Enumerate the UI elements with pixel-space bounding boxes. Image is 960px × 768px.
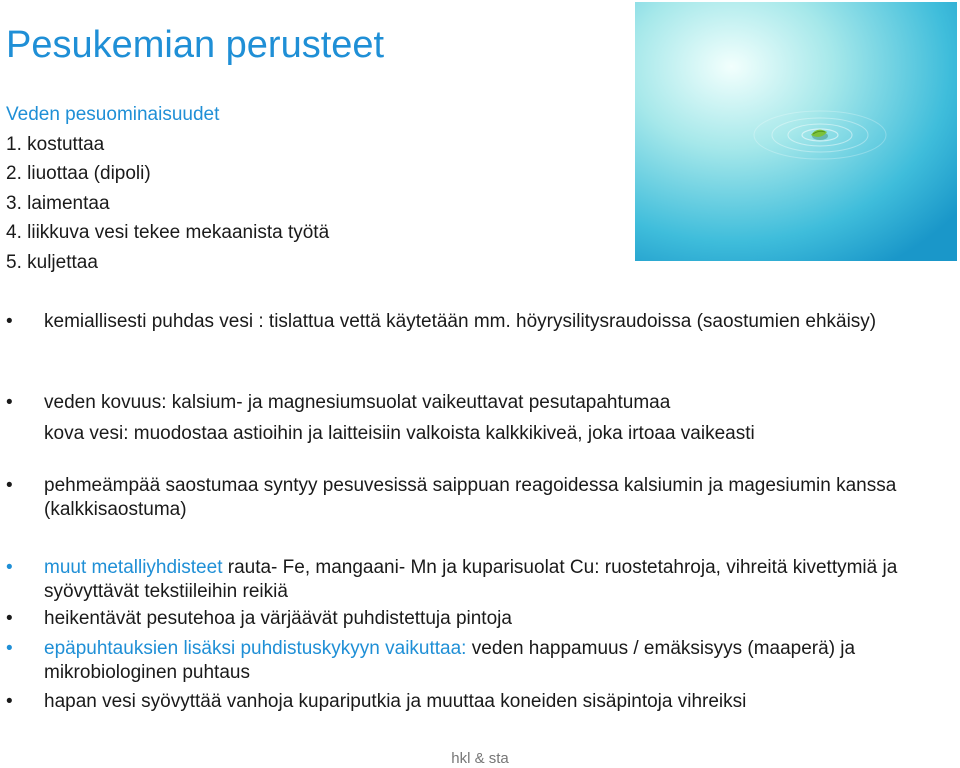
footer-text: hkl & sta (451, 750, 509, 767)
bullet-highlight: epäpuhtauksien lisäksi puhdistuskykyyn vaikuttaa: (44, 638, 467, 659)
water-ripple-photo (635, 2, 957, 261)
bullet-text: veden happamuus / emäksisyys (maaperä) ja mikrobiologinen puhtaus (44, 638, 856, 683)
intro-item: 3. laimentaa (6, 192, 110, 214)
bullet-highlight: muut metalliyhdisteet (44, 557, 223, 578)
intro-item: 4. liikkuva vesi tekee mekaanista työtä (6, 222, 330, 243)
bullet-item: kova vesi: muodostaa astioihin ja laitteisiin valkoista kalkkikiveä, joka irtoaa vaikeasti (44, 423, 755, 444)
water-ripple-leaf-icon (635, 2, 957, 261)
bullet-item (44, 556, 904, 604)
bullet-item (44, 637, 904, 685)
bullet-item: • heikentävät pesutehoa ja värjäävät puhdistettuja pintoja (44, 607, 904, 631)
intro-block (6, 100, 329, 277)
intro-heading: Veden pesuominaisuudet (6, 104, 220, 125)
bullet-item: • veden kovuus: kalsium- ja magnesiumsuolat vaikeuttavat pesutapahtumaa (44, 391, 904, 415)
slide-title: Pesukemian perusteet (6, 24, 385, 66)
bullet-text: rauta- Fe, mangaani- Mn ja kuparisuolat Cu: ruostetahroja, vihreitä kivettymiä ja syövyttävät tekstiileihin reikiä (44, 557, 898, 602)
bullet-item: • hapan vesi syövyttää vanhoja kupariputkia ja muuttaa koneiden sisäpintoja vihreiksi (44, 690, 904, 714)
intro-item: 5. kuljettaa (6, 251, 98, 273)
intro-item: 1. kostuttaa (6, 133, 105, 155)
bullet-item: • kemiallisesti puhdas vesi : tislattua vettä käytetään mm. höyrysilitysraudoissa (saostumien ehkäisy) (44, 310, 904, 334)
bullet-item: • pehmeämpää saostumaa syntyy pesuvesissä saippuan reagoidessa kalsiumin ja magesiumin kanssa (kalkkisaostuma) (44, 474, 904, 522)
intro-item: 2. liuottaa (dipoli) (6, 163, 151, 184)
